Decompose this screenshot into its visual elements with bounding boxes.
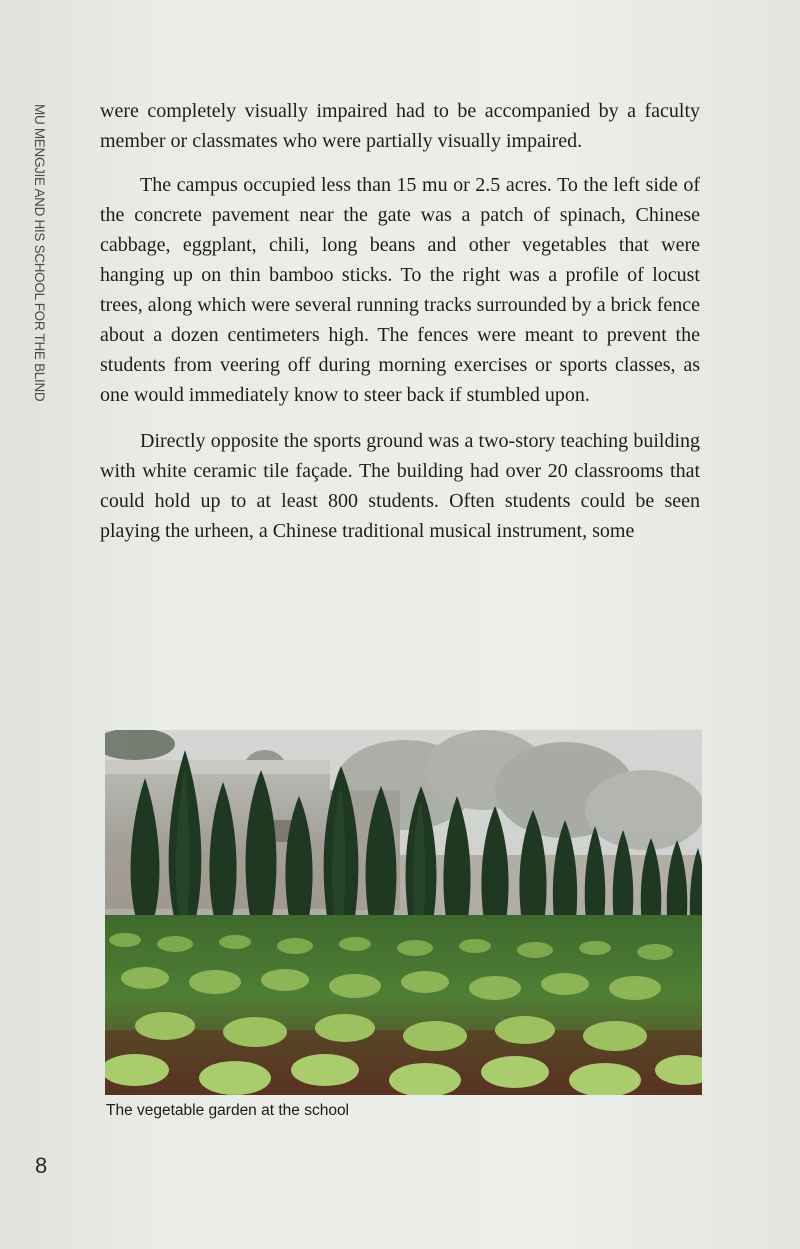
vegetable-garden-photo [105, 730, 702, 1095]
page-number: 8 [35, 1153, 48, 1178]
paragraph: Directly opposite the sports ground was a two-story teaching building with white ceramic tile façade. The building had over 20 classrooms that could hold up to at least 800 students. Often students could be seen playing the urheen, a Chinese traditional musical instrument, some [100, 430, 700, 542]
paragraph: The campus occupied less than 15 mu or 2.5 acres. To the left side of the concrete pavement near the gate was a patch of spinach, Chinese cabbage, eggplant, chili, long beans and other vegetables that were hanging up on thin bamboo sticks. To the right was a profile of locust trees, along which were several running tracks surrounded by a brick fence about a dozen centimeters high. The fences were meant to prevent the students from veering off during morning exercises or sports classes, as one would immediately know to steer back if stumbled upon. [100, 174, 700, 406]
body-text [100, 96, 700, 562]
figure-caption: The vegetable garden at the school [106, 1102, 350, 1119]
paragraph: were completely visually impaired had to be accompanied by a faculty member or classmates who were partially visually impaired. [100, 100, 700, 152]
running-head: MU MENGJIE AND HIS SCHOOL FOR THE BLIND [32, 104, 47, 402]
